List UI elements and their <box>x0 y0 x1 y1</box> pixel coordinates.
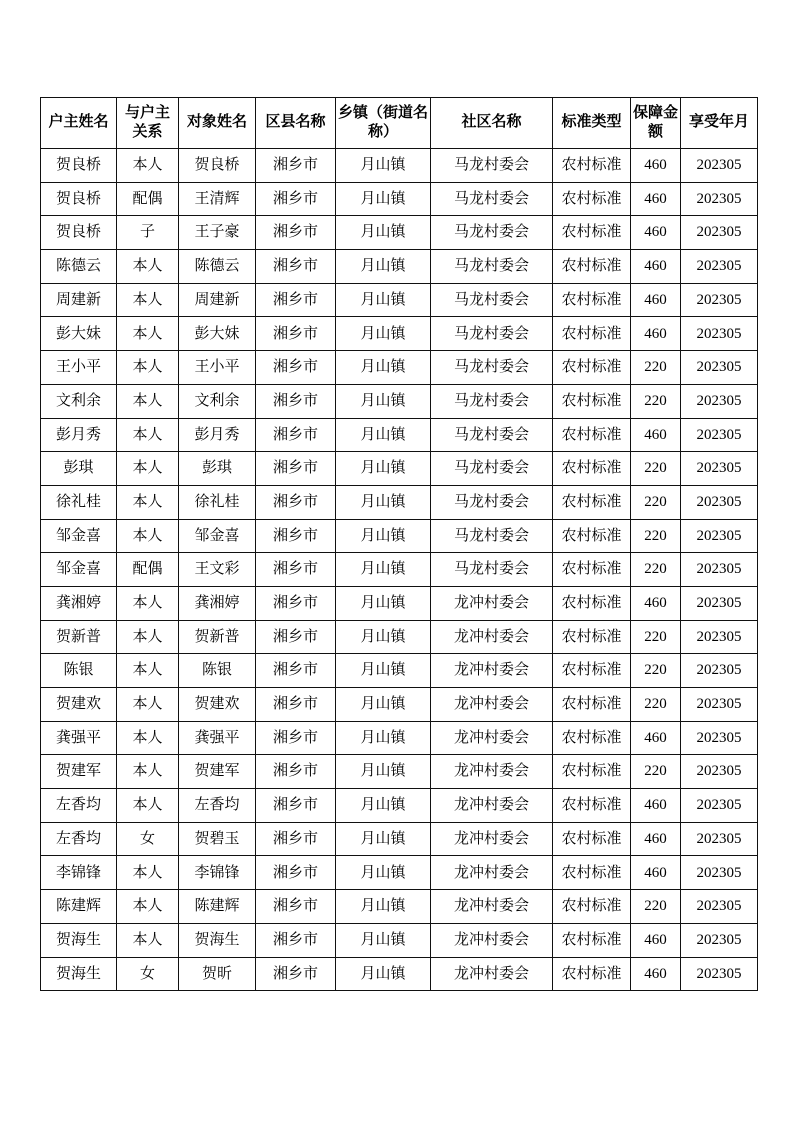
table-cell: 湘乡市 <box>256 620 336 654</box>
table-cell: 龚湘婷 <box>41 586 117 620</box>
table-cell: 460 <box>631 822 681 856</box>
table-cell: 202305 <box>681 351 758 385</box>
table-cell: 龙冲村委会 <box>431 822 553 856</box>
table-row <box>41 822 758 856</box>
table-cell: 湘乡市 <box>256 688 336 722</box>
table-cell: 马龙村委会 <box>431 418 553 452</box>
table-cell: 子 <box>117 216 179 250</box>
table-cell: 彭大妹 <box>41 317 117 351</box>
table-cell: 贺建军 <box>179 755 256 789</box>
table-cell: 本人 <box>117 452 179 486</box>
table-cell: 湘乡市 <box>256 755 336 789</box>
table-cell: 马龙村委会 <box>431 149 553 183</box>
table-cell: 202305 <box>681 418 758 452</box>
table-cell: 女 <box>117 957 179 991</box>
table-cell: 龙冲村委会 <box>431 890 553 924</box>
table-cell: 460 <box>631 250 681 284</box>
header-cell: 户主姓名 <box>41 98 117 149</box>
table-row <box>41 620 758 654</box>
table-cell: 马龙村委会 <box>431 283 553 317</box>
table-cell: 月山镇 <box>336 418 431 452</box>
table-cell: 本人 <box>117 351 179 385</box>
table-cell: 湘乡市 <box>256 822 336 856</box>
table-cell: 202305 <box>681 755 758 789</box>
table-cell: 202305 <box>681 957 758 991</box>
table-cell: 月山镇 <box>336 620 431 654</box>
table-cell: 龚湘婷 <box>179 586 256 620</box>
table-cell: 龚强平 <box>41 721 117 755</box>
table-cell: 月山镇 <box>336 822 431 856</box>
table-cell: 220 <box>631 519 681 553</box>
table-cell: 202305 <box>681 620 758 654</box>
table-cell: 460 <box>631 283 681 317</box>
header-cell: 对象姓名 <box>179 98 256 149</box>
table-cell: 湘乡市 <box>256 890 336 924</box>
table-cell: 龚强平 <box>179 721 256 755</box>
table-cell: 月山镇 <box>336 250 431 284</box>
table-cell: 本人 <box>117 856 179 890</box>
table-cell: 本人 <box>117 586 179 620</box>
record-table <box>40 97 758 991</box>
table-cell: 农村标准 <box>553 519 631 553</box>
table-cell: 202305 <box>681 553 758 587</box>
table-row <box>41 654 758 688</box>
table-cell: 马龙村委会 <box>431 351 553 385</box>
table-cell: 202305 <box>681 890 758 924</box>
table-cell: 马龙村委会 <box>431 216 553 250</box>
table-cell: 龙冲村委会 <box>431 586 553 620</box>
table-cell: 本人 <box>117 149 179 183</box>
table-cell: 220 <box>631 485 681 519</box>
table-cell: 左香均 <box>41 822 117 856</box>
table-row <box>41 721 758 755</box>
table-cell: 月山镇 <box>336 586 431 620</box>
table-cell: 农村标准 <box>553 721 631 755</box>
table-cell: 本人 <box>117 620 179 654</box>
table-cell: 王清辉 <box>179 182 256 216</box>
table-cell: 陈银 <box>179 654 256 688</box>
table-row <box>41 789 758 823</box>
table-cell: 月山镇 <box>336 755 431 789</box>
table-cell: 本人 <box>117 519 179 553</box>
table-cell: 湘乡市 <box>256 250 336 284</box>
table-cell: 湘乡市 <box>256 856 336 890</box>
table-cell: 农村标准 <box>553 283 631 317</box>
table-cell: 本人 <box>117 654 179 688</box>
table-cell: 贺良桥 <box>179 149 256 183</box>
header-cell: 享受年月 <box>681 98 758 149</box>
table-cell: 湘乡市 <box>256 586 336 620</box>
table-cell: 徐礼桂 <box>41 485 117 519</box>
table-cell: 湘乡市 <box>256 149 336 183</box>
table-cell: 农村标准 <box>553 755 631 789</box>
table-cell: 龙冲村委会 <box>431 721 553 755</box>
table-row <box>41 856 758 890</box>
table-cell: 贺新普 <box>41 620 117 654</box>
table-cell: 202305 <box>681 519 758 553</box>
table-cell: 湘乡市 <box>256 452 336 486</box>
table-row <box>41 957 758 991</box>
table-cell: 460 <box>631 721 681 755</box>
table-cell: 月山镇 <box>336 182 431 216</box>
table-cell: 月山镇 <box>336 957 431 991</box>
table-cell: 农村标准 <box>553 317 631 351</box>
table-row <box>41 485 758 519</box>
table-cell: 龙冲村委会 <box>431 923 553 957</box>
table-cell: 本人 <box>117 317 179 351</box>
table-cell: 马龙村委会 <box>431 250 553 284</box>
header-row <box>41 98 758 149</box>
table-cell: 460 <box>631 317 681 351</box>
table-row <box>41 317 758 351</box>
table-cell: 贺建军 <box>41 755 117 789</box>
table-cell: 农村标准 <box>553 216 631 250</box>
table-cell: 湘乡市 <box>256 351 336 385</box>
table-cell: 邹金喜 <box>41 519 117 553</box>
table-row <box>41 351 758 385</box>
table-cell: 龙冲村委会 <box>431 957 553 991</box>
table-cell: 湘乡市 <box>256 317 336 351</box>
table-cell: 陈建辉 <box>41 890 117 924</box>
table-cell: 月山镇 <box>336 856 431 890</box>
header-cell: 与户主关系 <box>117 98 179 149</box>
table-row <box>41 586 758 620</box>
table-row <box>41 553 758 587</box>
table-cell: 202305 <box>681 283 758 317</box>
table-cell: 陈德云 <box>179 250 256 284</box>
table-cell: 202305 <box>681 317 758 351</box>
table-row <box>41 890 758 924</box>
table-cell: 月山镇 <box>336 283 431 317</box>
table-cell: 湘乡市 <box>256 553 336 587</box>
table-cell: 湘乡市 <box>256 721 336 755</box>
table-cell: 陈建辉 <box>179 890 256 924</box>
table-cell: 马龙村委会 <box>431 485 553 519</box>
table-cell: 王文彩 <box>179 553 256 587</box>
table-cell: 460 <box>631 418 681 452</box>
table-row <box>41 384 758 418</box>
table-cell: 贺海生 <box>41 957 117 991</box>
table-cell: 农村标准 <box>553 789 631 823</box>
table-cell: 马龙村委会 <box>431 553 553 587</box>
table-cell: 202305 <box>681 586 758 620</box>
table-cell: 龙冲村委会 <box>431 789 553 823</box>
table-cell: 月山镇 <box>336 519 431 553</box>
table-cell: 农村标准 <box>553 553 631 587</box>
table-cell: 农村标准 <box>553 822 631 856</box>
table-cell: 贺昕 <box>179 957 256 991</box>
table-cell: 月山镇 <box>336 923 431 957</box>
table-cell: 460 <box>631 149 681 183</box>
table-cell: 邹金喜 <box>179 519 256 553</box>
table-cell: 贺良桥 <box>41 149 117 183</box>
table-cell: 王小平 <box>41 351 117 385</box>
table-cell: 龙冲村委会 <box>431 620 553 654</box>
table-cell: 左香均 <box>41 789 117 823</box>
table-cell: 月山镇 <box>336 721 431 755</box>
header-cell: 社区名称 <box>431 98 553 149</box>
header-cell: 标准类型 <box>553 98 631 149</box>
table-cell: 女 <box>117 822 179 856</box>
table-cell: 460 <box>631 182 681 216</box>
table-cell: 配偶 <box>117 553 179 587</box>
table-cell: 202305 <box>681 654 758 688</box>
table-body <box>41 149 758 991</box>
table-cell: 本人 <box>117 283 179 317</box>
table-cell: 周建新 <box>179 283 256 317</box>
table-cell: 202305 <box>681 789 758 823</box>
table-cell: 文利余 <box>179 384 256 418</box>
table-cell: 龙冲村委会 <box>431 688 553 722</box>
table-cell: 202305 <box>681 822 758 856</box>
table-cell: 月山镇 <box>336 688 431 722</box>
table-cell: 彭月秀 <box>41 418 117 452</box>
table-cell: 文利余 <box>41 384 117 418</box>
table-cell: 马龙村委会 <box>431 182 553 216</box>
table-cell: 460 <box>631 216 681 250</box>
table-cell: 202305 <box>681 216 758 250</box>
table-cell: 农村标准 <box>553 452 631 486</box>
table-cell: 彭琪 <box>179 452 256 486</box>
table-cell: 龙冲村委会 <box>431 654 553 688</box>
table-cell: 农村标准 <box>553 957 631 991</box>
table-cell: 农村标准 <box>553 586 631 620</box>
table-cell: 本人 <box>117 890 179 924</box>
table-cell: 本人 <box>117 789 179 823</box>
table-cell: 202305 <box>681 250 758 284</box>
table-cell: 220 <box>631 755 681 789</box>
table-cell: 湘乡市 <box>256 957 336 991</box>
table-cell: 王小平 <box>179 351 256 385</box>
table-cell: 李锦锋 <box>179 856 256 890</box>
table-cell: 220 <box>631 452 681 486</box>
table-cell: 220 <box>631 654 681 688</box>
table-cell: 湘乡市 <box>256 654 336 688</box>
header-cell: 区县名称 <box>256 98 336 149</box>
table-cell: 月山镇 <box>336 216 431 250</box>
table-cell: 湘乡市 <box>256 789 336 823</box>
table-row <box>41 418 758 452</box>
table-cell: 湘乡市 <box>256 923 336 957</box>
table-cell: 马龙村委会 <box>431 452 553 486</box>
table-cell: 农村标准 <box>553 149 631 183</box>
table-cell: 月山镇 <box>336 654 431 688</box>
table-cell: 202305 <box>681 149 758 183</box>
table-cell: 湘乡市 <box>256 519 336 553</box>
table-cell: 农村标准 <box>553 620 631 654</box>
header-cell: 保障金额 <box>631 98 681 149</box>
table-cell: 460 <box>631 789 681 823</box>
table-cell: 202305 <box>681 856 758 890</box>
table-cell: 贺碧玉 <box>179 822 256 856</box>
table-cell: 460 <box>631 586 681 620</box>
table-cell: 邹金喜 <box>41 553 117 587</box>
table-cell: 陈银 <box>41 654 117 688</box>
table-cell: 农村标准 <box>553 856 631 890</box>
table-cell: 460 <box>631 856 681 890</box>
table-cell: 本人 <box>117 923 179 957</box>
table-cell: 湘乡市 <box>256 182 336 216</box>
table-cell: 月山镇 <box>336 351 431 385</box>
table-cell: 202305 <box>681 182 758 216</box>
table-row <box>41 216 758 250</box>
table-cell: 202305 <box>681 452 758 486</box>
table-cell: 马龙村委会 <box>431 317 553 351</box>
table-cell: 202305 <box>681 485 758 519</box>
table-cell: 农村标准 <box>553 923 631 957</box>
table-cell: 月山镇 <box>336 485 431 519</box>
header-cell: 乡镇（街道名称） <box>336 98 431 149</box>
table-cell: 220 <box>631 688 681 722</box>
table-cell: 本人 <box>117 384 179 418</box>
table-cell: 彭琪 <box>41 452 117 486</box>
table-cell: 贺海生 <box>41 923 117 957</box>
table-cell: 陈德云 <box>41 250 117 284</box>
table-cell: 220 <box>631 553 681 587</box>
table-cell: 月山镇 <box>336 149 431 183</box>
table-cell: 本人 <box>117 418 179 452</box>
table-cell: 农村标准 <box>553 384 631 418</box>
table-row <box>41 688 758 722</box>
table-row <box>41 923 758 957</box>
table-cell: 龙冲村委会 <box>431 856 553 890</box>
table-cell: 460 <box>631 957 681 991</box>
table-row <box>41 519 758 553</box>
table-cell: 王子豪 <box>179 216 256 250</box>
table-cell: 贺新普 <box>179 620 256 654</box>
table-cell: 湘乡市 <box>256 283 336 317</box>
table-cell: 湘乡市 <box>256 384 336 418</box>
table-cell: 月山镇 <box>336 890 431 924</box>
table-cell: 202305 <box>681 384 758 418</box>
table-cell: 贺建欢 <box>179 688 256 722</box>
table-cell: 贺良桥 <box>41 182 117 216</box>
table-cell: 彭大妹 <box>179 317 256 351</box>
table-cell: 湘乡市 <box>256 216 336 250</box>
table-cell: 202305 <box>681 688 758 722</box>
table-cell: 月山镇 <box>336 452 431 486</box>
table-cell: 220 <box>631 620 681 654</box>
table-cell: 湘乡市 <box>256 485 336 519</box>
table-cell: 配偶 <box>117 182 179 216</box>
table-cell: 本人 <box>117 721 179 755</box>
table-cell: 龙冲村委会 <box>431 755 553 789</box>
table-cell: 贺海生 <box>179 923 256 957</box>
table-cell: 农村标准 <box>553 485 631 519</box>
table-cell: 农村标准 <box>553 688 631 722</box>
table-cell: 左香均 <box>179 789 256 823</box>
table-cell: 周建新 <box>41 283 117 317</box>
table-cell: 马龙村委会 <box>431 519 553 553</box>
table-cell: 本人 <box>117 485 179 519</box>
table-cell: 农村标准 <box>553 654 631 688</box>
table-cell: 马龙村委会 <box>431 384 553 418</box>
table-cell: 贺良桥 <box>41 216 117 250</box>
table-cell: 220 <box>631 890 681 924</box>
table-cell: 月山镇 <box>336 789 431 823</box>
table-cell: 月山镇 <box>336 384 431 418</box>
table-row <box>41 755 758 789</box>
table-cell: 月山镇 <box>336 317 431 351</box>
table-row <box>41 149 758 183</box>
table-cell: 本人 <box>117 688 179 722</box>
table-cell: 460 <box>631 923 681 957</box>
table-cell: 湘乡市 <box>256 418 336 452</box>
table-cell: 徐礼桂 <box>179 485 256 519</box>
table-row <box>41 283 758 317</box>
table-cell: 202305 <box>681 721 758 755</box>
table-row <box>41 452 758 486</box>
table-cell: 农村标准 <box>553 351 631 385</box>
table-cell: 彭月秀 <box>179 418 256 452</box>
table-cell: 220 <box>631 351 681 385</box>
table-row <box>41 250 758 284</box>
table-cell: 农村标准 <box>553 182 631 216</box>
table-cell: 本人 <box>117 250 179 284</box>
table-cell: 李锦锋 <box>41 856 117 890</box>
table-cell: 220 <box>631 384 681 418</box>
table-cell: 农村标准 <box>553 250 631 284</box>
table-cell: 农村标准 <box>553 890 631 924</box>
table-cell: 本人 <box>117 755 179 789</box>
table-cell: 农村标准 <box>553 418 631 452</box>
table-cell: 贺建欢 <box>41 688 117 722</box>
table-row <box>41 182 758 216</box>
table-cell: 月山镇 <box>336 553 431 587</box>
table-cell: 202305 <box>681 923 758 957</box>
